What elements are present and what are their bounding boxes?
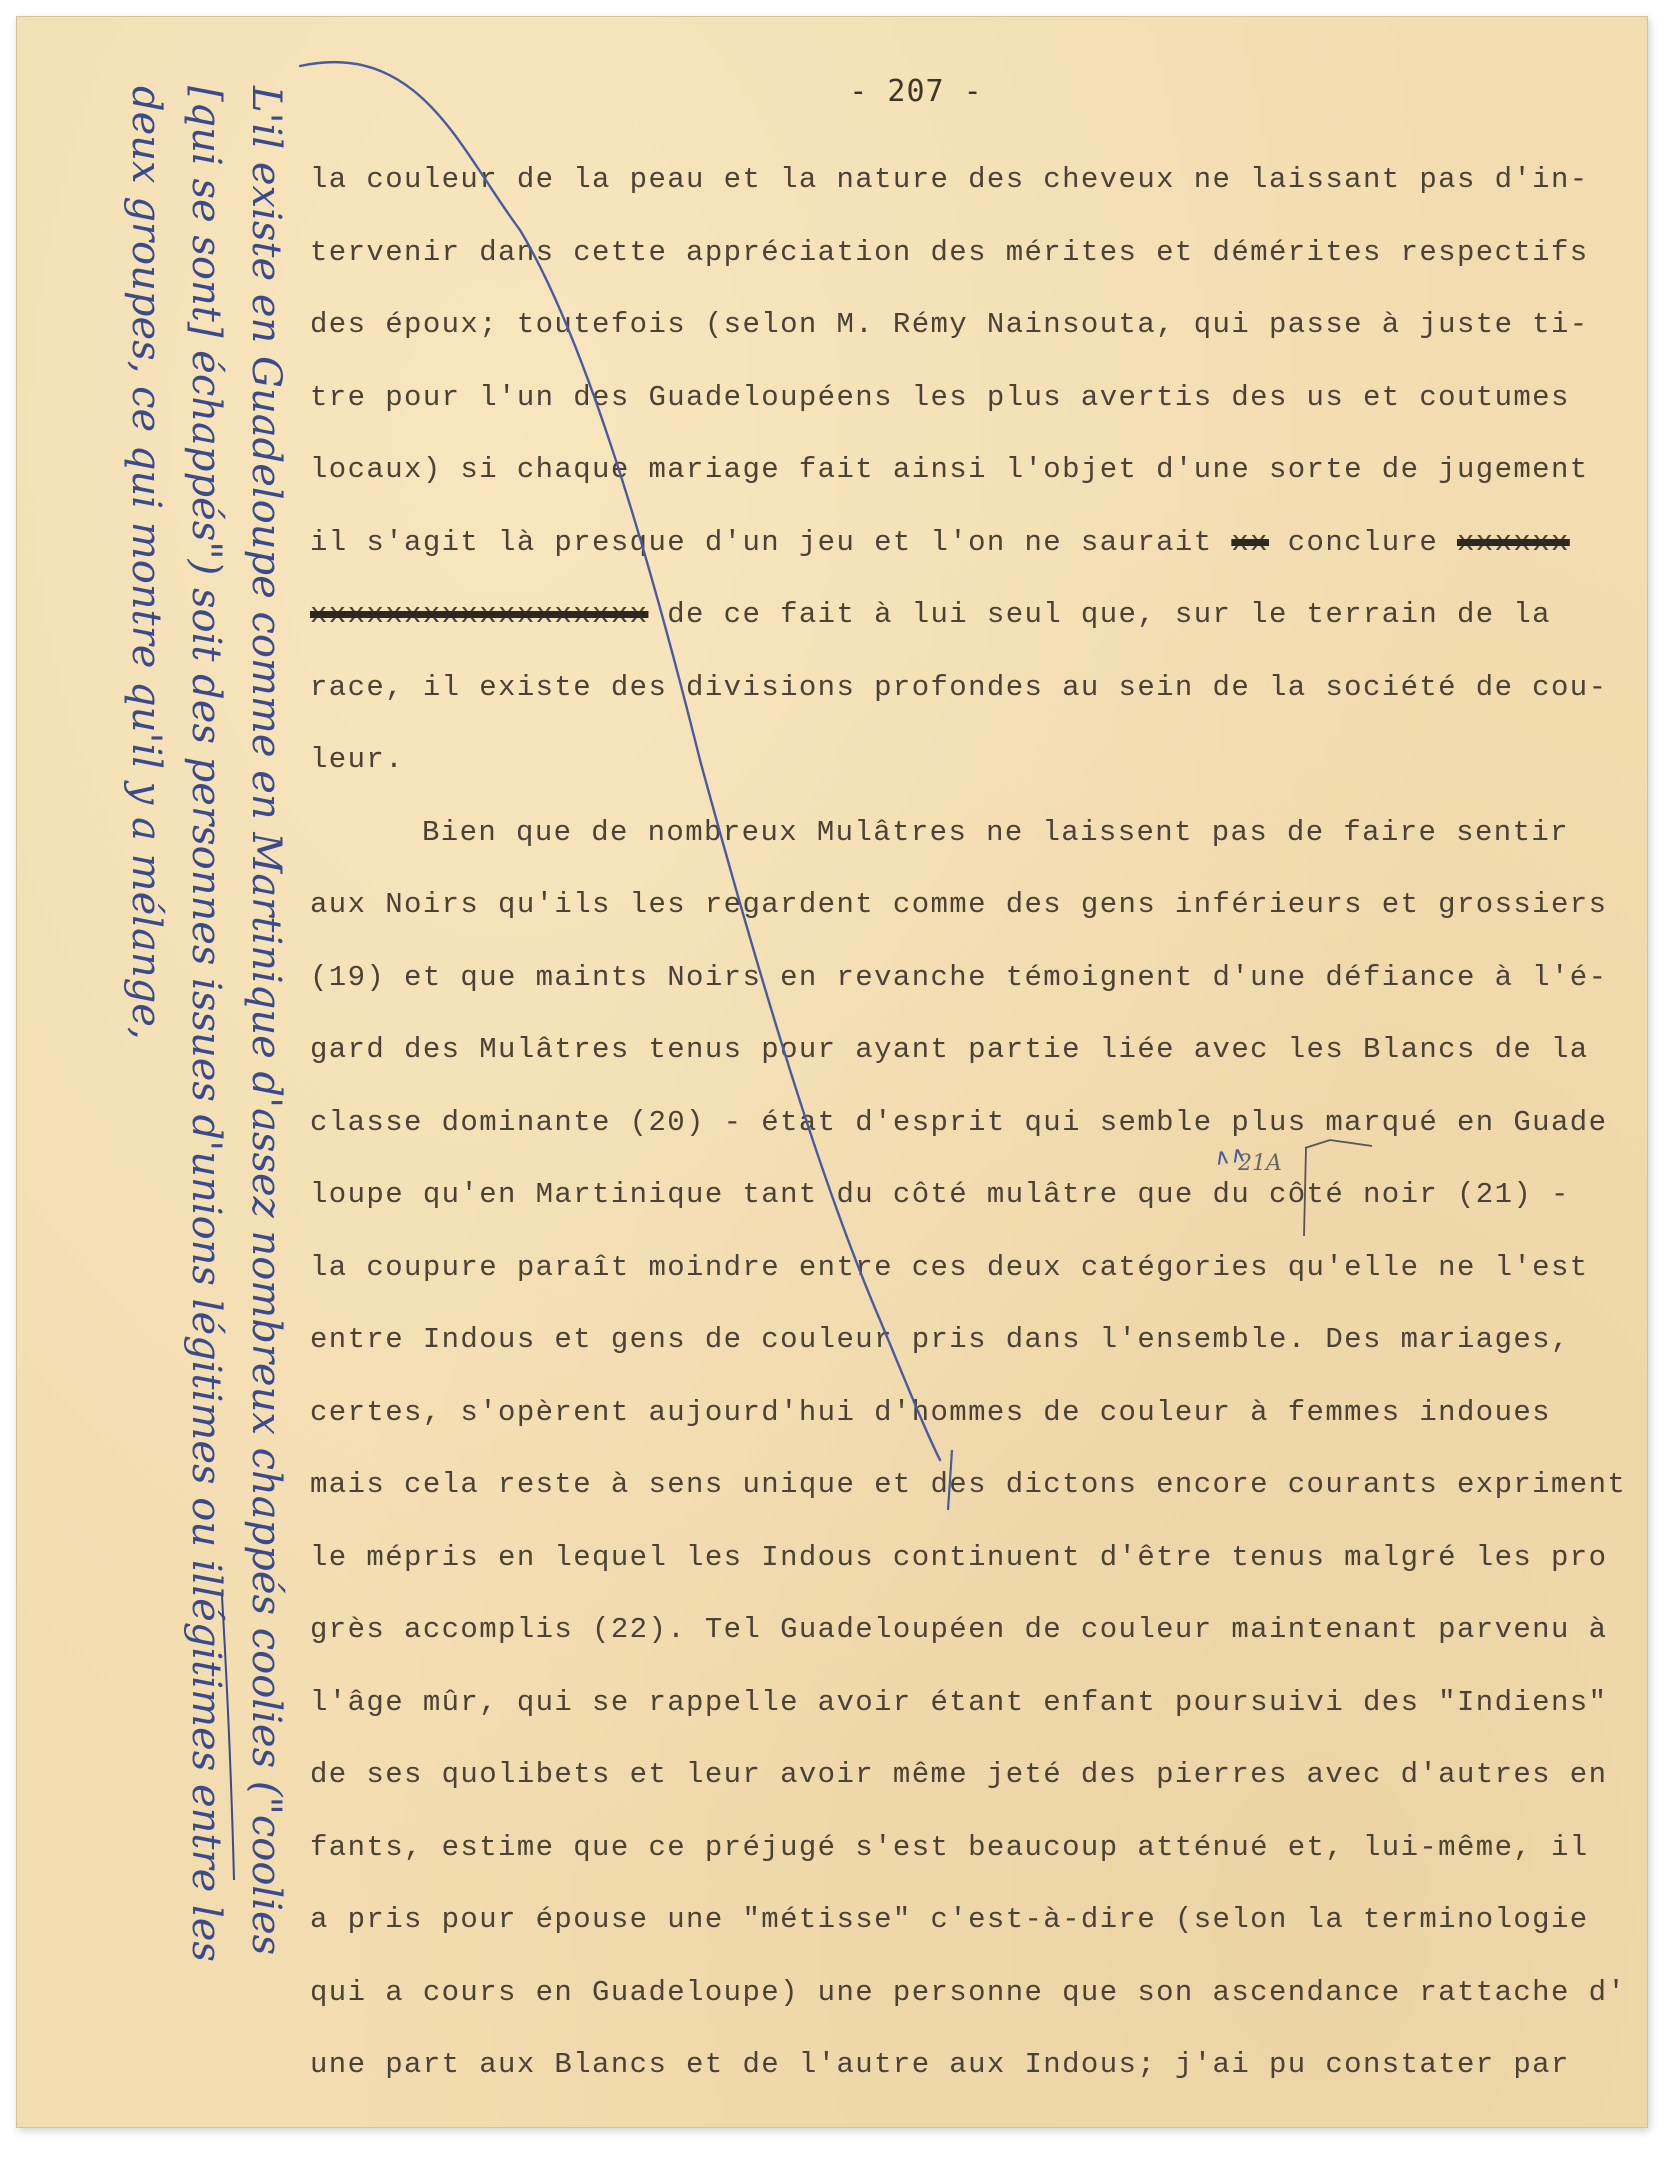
typed-line: entre Indous et gens de couleur pris dans l'ensemble. Des mariages,	[310, 1323, 1570, 1356]
typed-line: classe dominante (20) - état d'esprit qui semble plus marqué en Guade	[310, 1105, 1608, 1139]
typed-line: de ses quolibets et leur avoir même jeté des pierres avec d'autres en	[310, 1758, 1608, 1791]
insertion-caret: ∧∧	[1212, 1141, 1248, 1172]
pencil-insert-label: 21A	[1238, 1151, 1282, 1176]
typed-line: aux Noirs qu'ils les regardent comme des gens inférieurs et grossiers	[310, 888, 1608, 921]
typed-segment: il s'agit là presque d'un jeu et l'on ne saurait	[310, 525, 1232, 559]
typed-line: le mépris en lequel les Indous continuent d'être tenus malgré les pro	[310, 1540, 1608, 1574]
struck-out-text: xxxxxx	[1456, 525, 1570, 559]
struck-out-text: xx	[1231, 525, 1269, 559]
margin-note-line: [qui se sont] échappés") soit des personnes issues d'unions légitimes ou illégitimes entre les	[183, 86, 229, 1962]
margin-note-line: L'il existe en Guadeloupe comme en Martinique d'assez nombreux chappés coolies ("coolies	[243, 86, 289, 1956]
typed-line-with-strikeout	[310, 579, 1670, 652]
typed-line: gard des Mulâtres tenus pour ayant partie liée avec les Blancs de la	[310, 1033, 1589, 1066]
handwritten-margin-note	[76, 86, 296, 2166]
typed-line: une part aux Blancs et de l'autre aux Indous; j'ai pu constater par	[310, 2048, 1570, 2081]
typed-line: mais cela reste à sens unique et des dictons encore courants expriment	[310, 1468, 1627, 1501]
typed-line-with-strikeout	[310, 507, 1670, 580]
struck-out-text: xxxxxxxxxxxxxxxxxx	[310, 598, 649, 631]
paragraph-start-line: Bien que de nombreux Mulâtres ne laissent pas de faire sentir	[422, 815, 1569, 849]
typed-segment: de ce fait à lui seul que, sur le terrain de la	[648, 598, 1551, 631]
typed-line: certes, s'opèrent aujourd'hui d'hommes de couleur à femmes indoues	[310, 1395, 1551, 1429]
typed-line: grès accomplis (22). Tel Guadeloupéen de couleur maintenant parvenu à	[310, 1613, 1608, 1646]
typed-line: des époux; toutefois (selon M. Rémy Nainsouta, qui passe à juste ti-	[310, 308, 1589, 341]
margin-note-line: deux groupes, ce qui montre qu'il y a mélange,	[123, 86, 169, 1040]
typed-line: race, il existe des divisions profondes au sein de la société de cou-	[310, 670, 1608, 704]
typed-line: locaux) si chaque mariage fait ainsi l'objet d'une sorte de jugement	[310, 453, 1589, 486]
typed-line: a pris pour épouse une "métisse" c'est-à-dire (selon la terminologie	[310, 1903, 1589, 1936]
typed-line: (19) et que maints Noirs en revanche témoignent d'une défiance à l'é-	[310, 960, 1608, 994]
page-number: - 207 -	[849, 74, 983, 109]
typed-line: tervenir dans cette appréciation des mérites et démérites respectifs	[310, 235, 1589, 269]
typed-line: qui a cours en Guadeloupe) une personne que son ascendance rattache d'	[310, 1975, 1627, 2009]
typed-line: l'âge mûr, qui se rappelle avoir étant enfant poursuivi des "Indiens"	[310, 1685, 1608, 1719]
typed-line: la couleur de la peau et la nature des cheveux ne laissant pas d'in-	[310, 163, 1589, 196]
manuscript-page	[16, 16, 1648, 2128]
typed-line: leur.	[310, 743, 405, 776]
typed-line: loupe qu'en Martinique tant du côté mulâtre que du côté noir (21) -	[310, 1178, 1570, 1211]
typed-line: la coupure paraît moindre entre ces deux catégories qu'elle ne l'est	[310, 1250, 1589, 1284]
typed-line: fants, estime que ce préjugé s'est beaucoup atténué et, lui-même, il	[310, 1830, 1589, 1864]
typed-line: tre pour l'un des Guadeloupéens les plus avertis des us et coutumes	[310, 380, 1570, 414]
typed-segment: conclure	[1268, 525, 1457, 559]
typed-body	[310, 144, 1670, 2102]
